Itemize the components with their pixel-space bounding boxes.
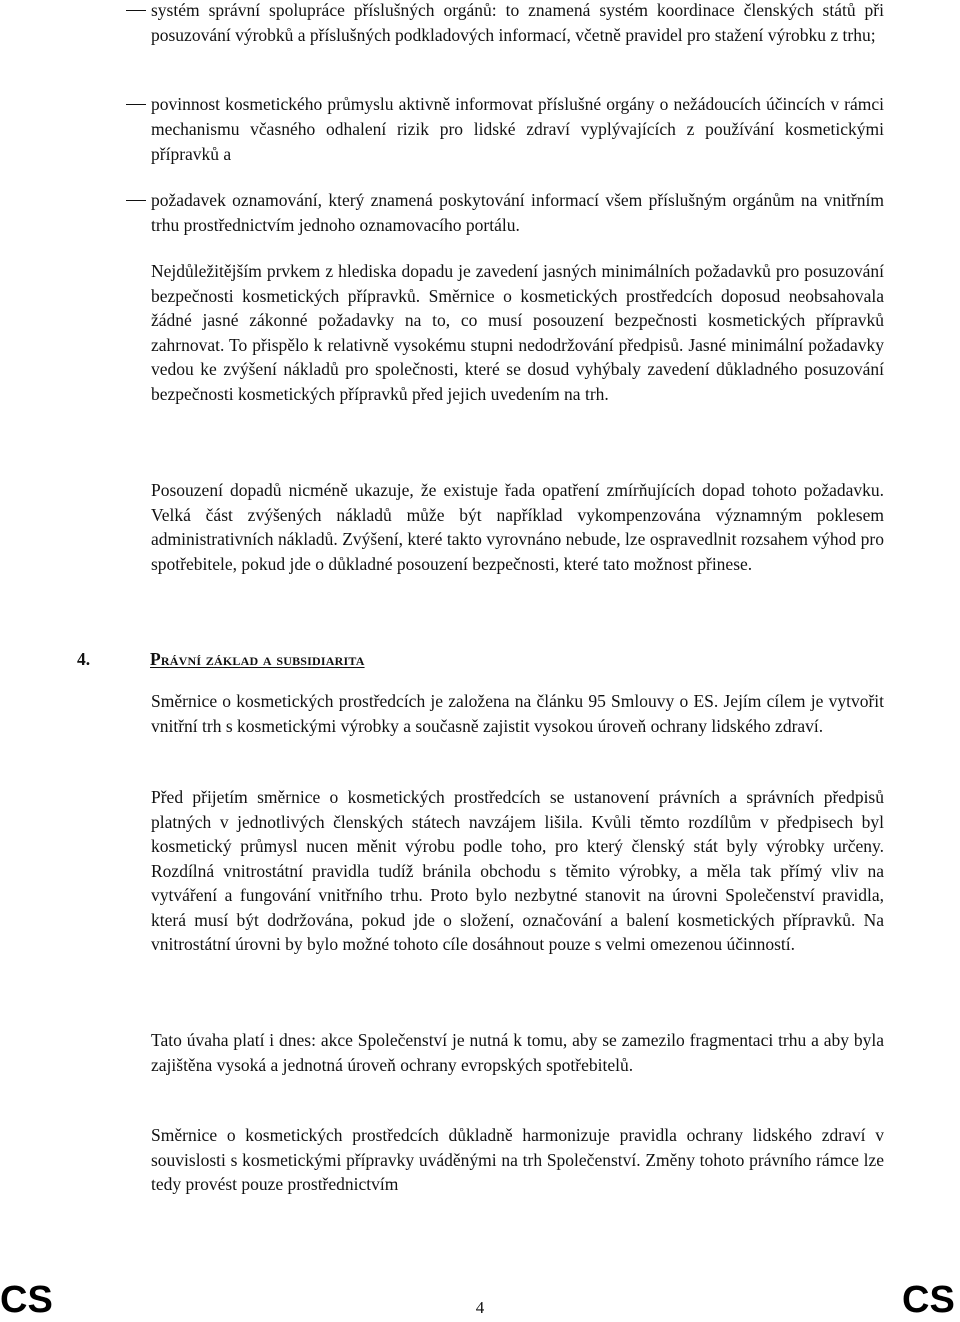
section-title: Právní základ a subsidiarita: [150, 649, 365, 669]
footer-language-right: CS: [902, 1279, 955, 1321]
paragraph: Směrnice o kosmetických prostředcích důkladně harmonizuje pravidla ochrany lidského zdraví v souvislosti s kosmetickými přípravky uváděnými na trh Společenství. Změny tohoto právního rámce lze tedy provést pouze prostřednictvím: [151, 1125, 884, 1194]
paragraph: Před přijetím směrnice o kosmetických prostředcích se ustanovení právních a správních předpisů platných v jednotlivých členských státech navzájem lišila. Kvůli těmto rozdílům v předpisech byl kosmetický průmysl nucen měnit výrobu podle toho, pro který členský stát byly výrobky určeny. Rozdílná vnitrostátní pravidla tudíž bránila obchodu s těmito výrobky, a měla tak přímý vliv na vytváření a fungování vnitřního trhu. Proto bylo nezbytné stanovit na úrovni Společenství pravidla, která musí být dodržována, pokud jde o složení, označování a balení kosmetických přípravků. Na vnitrostátní úrovni by bylo možné tohoto cíle dosáhnout pouze s velmi omezenou účinností.: [151, 787, 884, 954]
page-number: 4: [475, 1298, 485, 1317]
footer-language-left: CS: [0, 1279, 53, 1321]
list-item-text: systém správní spolupráce příslušných orgánů: to znamená systém koordinace členských států při posuzování výrobků a příslušných podkladových informací, včetně pravidel pro stažení výrobku z trhu;: [151, 0, 884, 45]
dash-bullet-icon: [126, 104, 146, 105]
paragraph: Posouzení dopadů nicméně ukazuje, že existuje řada opatření zmírňujících dopad tohoto požadavku. Velká část zvýšených nákladů může být například vykompenzována významným poklesem administrativních nákladů. Zvýšení, které takto vyrovnáno nebude, lze ospravedlnit rozsahem výhod pro spotřebitele, pokud jde o důkladné posouzení bezpečnosti, které tato možnost přinese.: [151, 480, 884, 574]
list-item: [151, 188, 884, 238]
list-item-text: povinnost kosmetického průmyslu aktivně informovat příslušné orgány o nežádoucích účincích v rámci mechanismu včasného odhalení rizik pro lidské zdraví vyplývajících z používání kosmetickými přípravků a: [151, 94, 884, 164]
list-item: [151, 92, 884, 167]
paragraph: Nejdůležitějším prvkem z hlediska dopadu je zavedení jasných minimálních požadavků pro posuzování bezpečnosti kosmetických přípravků. Směrnice o kosmetických prostředcích doposud neobsahovala žádné jasné zákonné požadavky na to, co musí posouzení bezpečnosti kosmetických přípravků zahrnovat. To přispělo k relativně vysokému stupni nedodržování předpisů. Jasné minimální požadavky vedou ke zvýšení nákladů pro společnosti, které se dosud vyhýbaly zavedení důkladného posuzování bezpečnosti kosmetických přípravků před jejich uvedením na trh.: [151, 261, 884, 404]
list-item: [151, 0, 884, 48]
dash-bullet-icon: [126, 200, 146, 201]
paragraph: Směrnice o kosmetických prostředcích je založena na článku 95 Smlouvy o ES. Jejím cílem je vytvořit vnitřní trh s kosmetickými výrobky a současně zajistit vysokou úroveň ochrany lidského zdraví.: [151, 691, 884, 736]
paragraph: Tato úvaha platí i dnes: akce Společenství je nutná k tomu, aby se zamezilo fragmentaci trhu a aby byla zajištěna vysoká a jednotná úroveň ochrany evropských spotřebitelů.: [151, 1030, 884, 1075]
section-number: 4.: [77, 649, 91, 669]
dash-bullet-icon: [126, 10, 146, 11]
list-item-text: požadavek oznamování, který znamená poskytování informací všem příslušným orgánům na vnitřním trhu prostřednictvím jednoho oznamovacího portálu.: [151, 190, 884, 235]
